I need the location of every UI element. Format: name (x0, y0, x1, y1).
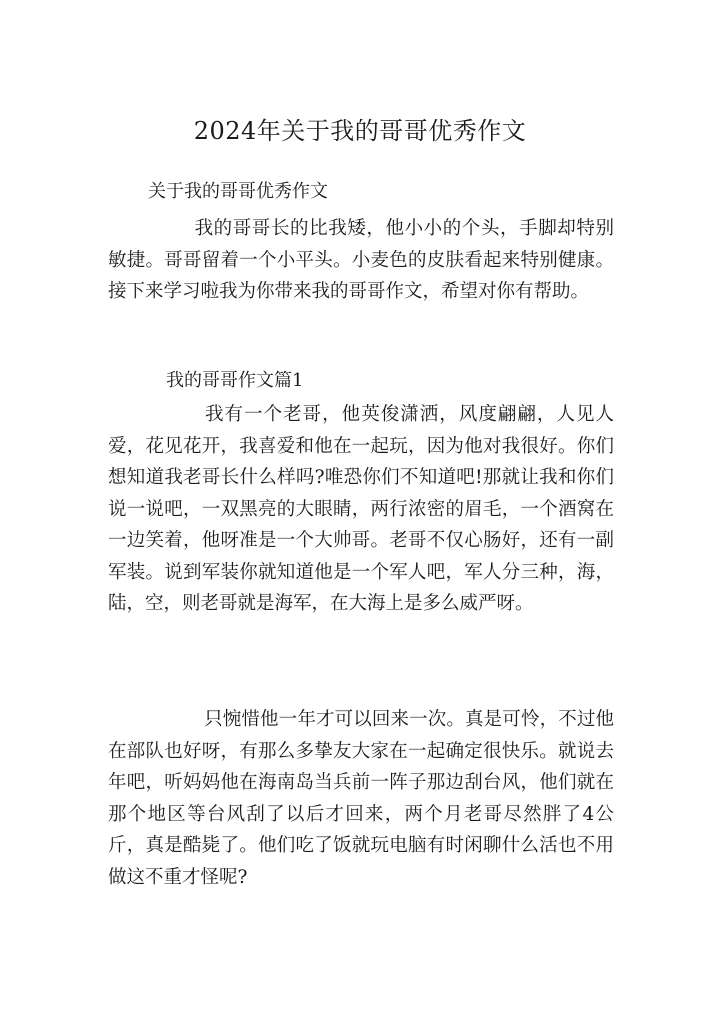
body-paragraph-text: 只惋惜他一年才可以回来一次。真是可怜，不过他在部队也好呀，有那么多挚友大家在一起确定很快乐。就说去年吧，听妈妈他在海南岛当兵前一阵子那边刮台风，他们就在那个地区等台风刮了以后才回来，两个月老哥尽然胖了4公斤，真是酷毙了。他们吃了饭就玩电脑有时闲聊什么活也不用做这不重才怪呢? (108, 709, 614, 888)
body-paragraph (108, 399, 614, 620)
section-heading: 我的哥哥作文篇1 (166, 370, 304, 391)
document-title: 2024年关于我的哥哥优秀作文 (193, 117, 527, 145)
intro-paragraph (108, 213, 614, 308)
body-paragraph-text: 我有一个老哥，他英俊潇洒，风度翩翩，人见人爱，花见花开，我喜爱和他在一起玩，因为他对我很好。你们想知道我老哥长什么样吗?唯恐你们不知道吧!那就让我和你们说一说吧，一双黑亮的大眼睛，两行浓密的眉毛，一个酒窝在一边笑着，他呀准是一个大帅哥。老哥不仅心肠好，还有一副军装。说到军装你就知道他是一个军人吧，军人分三种，海，陆，空，则老哥就是海军，在大海上是多么威严呀。 (108, 404, 614, 614)
document-subtitle: 关于我的哥哥优秀作文 (148, 181, 328, 202)
body-paragraph (108, 704, 614, 893)
intro-paragraph-text: 我的哥哥长的比我矮，他小小的个头，手脚却特别敏捷。哥哥留着一个小平头。小麦色的皮肤看起来特别健康。接下来学习啦我为你带来我的哥哥作文，希望对你有帮助。 (108, 218, 614, 302)
